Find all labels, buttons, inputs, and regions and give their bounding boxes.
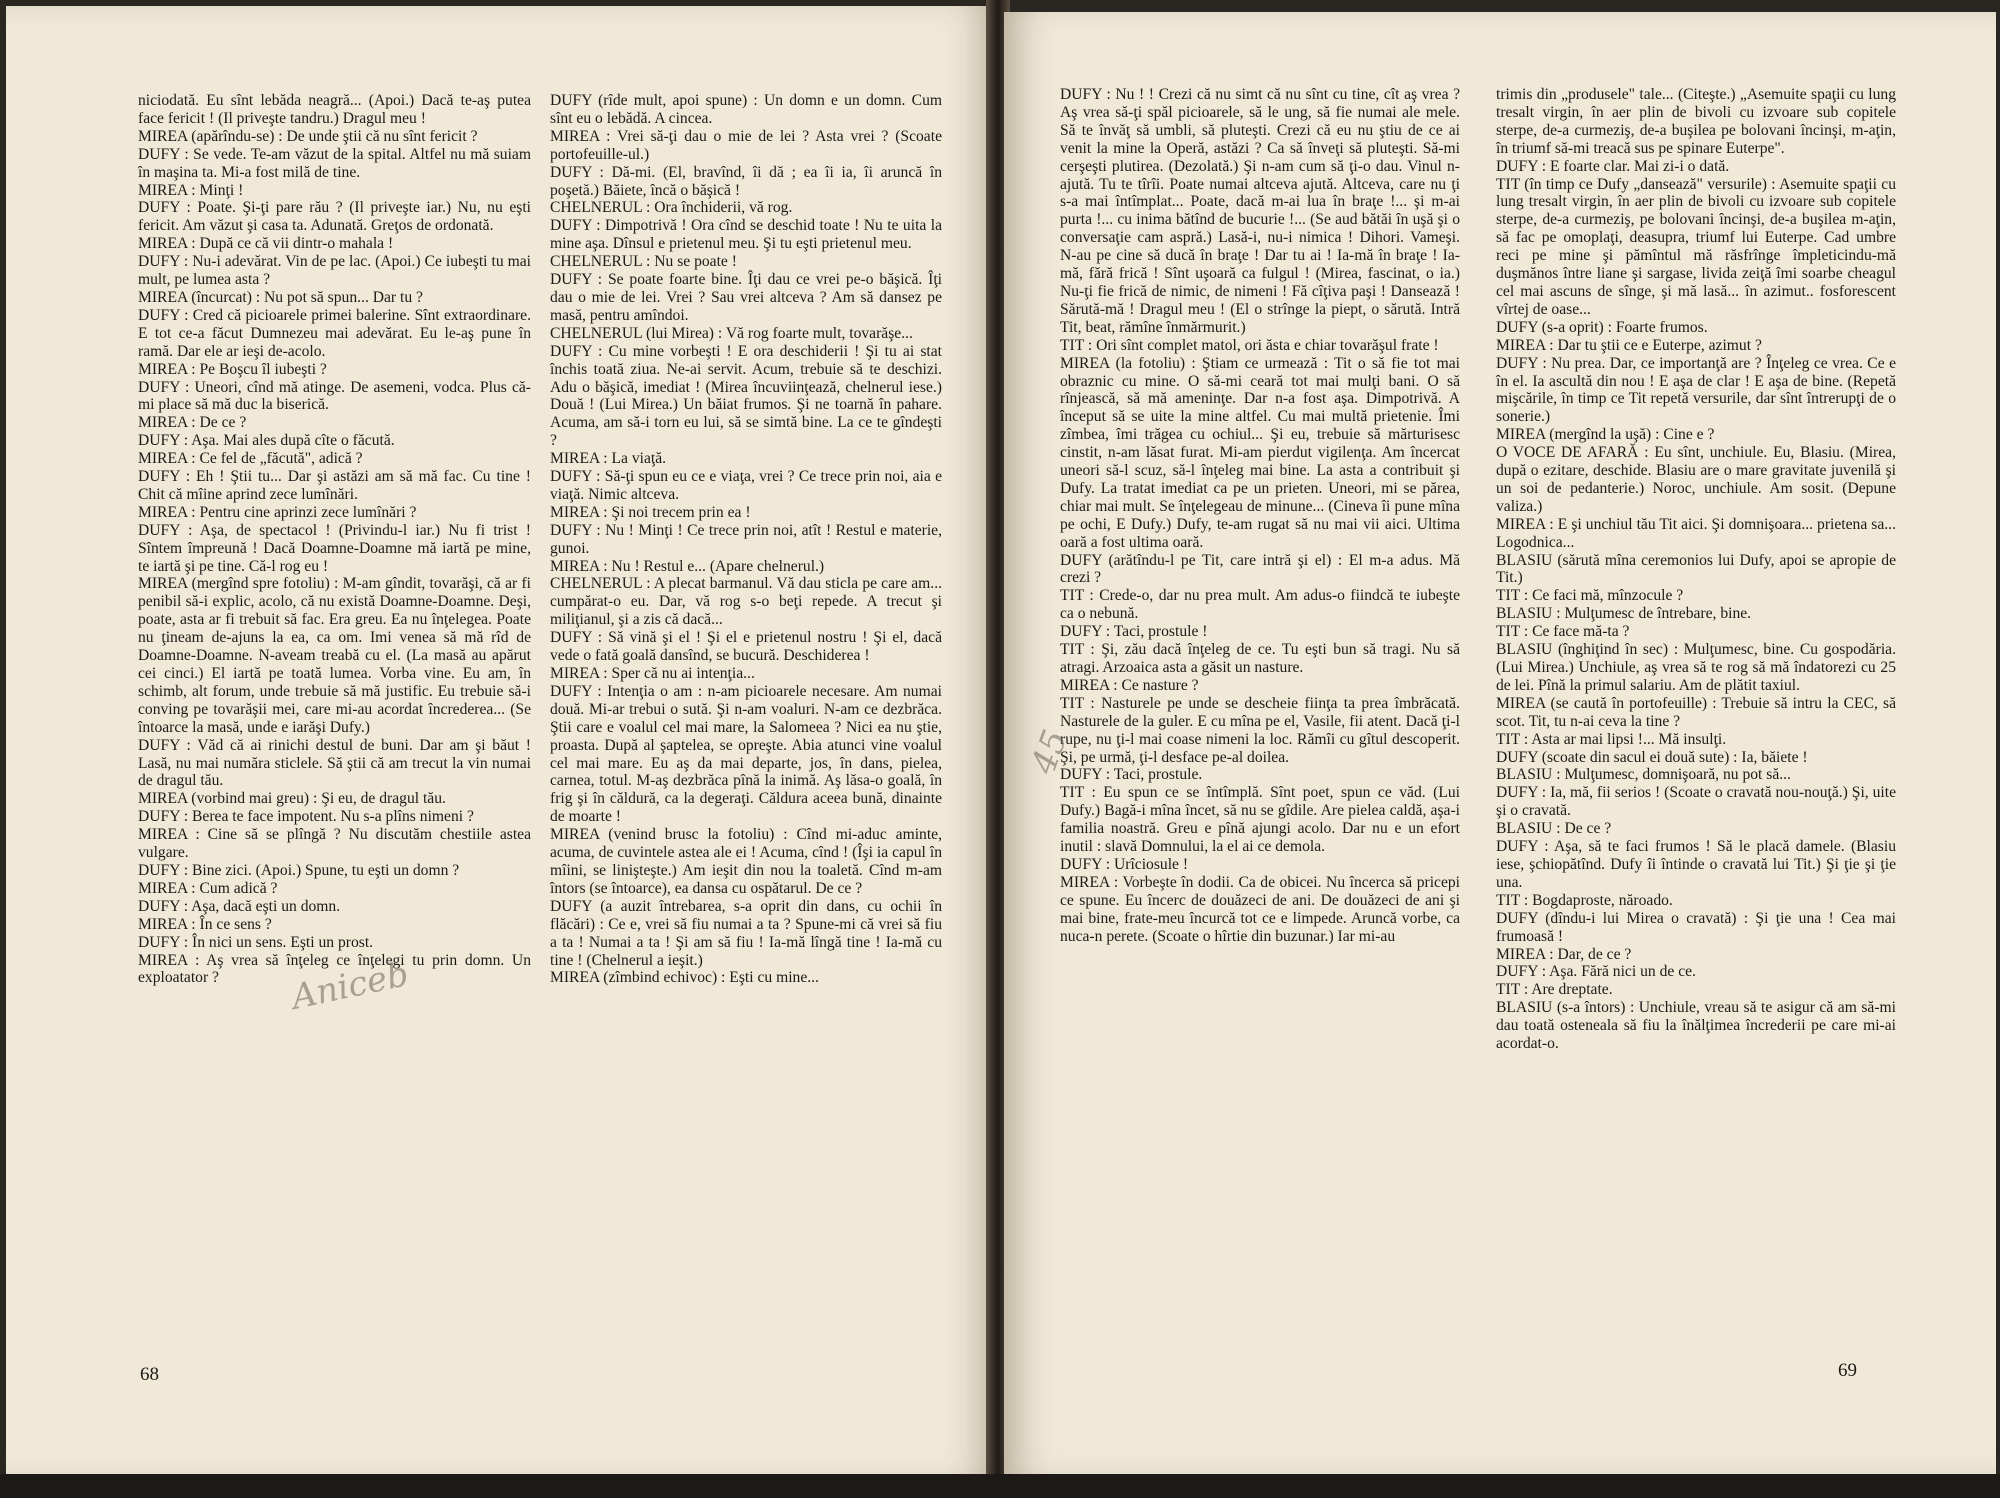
dialogue-paragraph: DUFY : Cred că picioarele primei balerine. Sînt extraordinare. E tot ce-a făcut Dumnezeu mai adevărat. Eu le-aş pune în ramă. Dar ele ar ieşi de-acolo. xyxy=(138,306,531,360)
dialogue-paragraph: DUFY (scoate din sacul ei două sute) : Ia, băiete ! xyxy=(1496,748,1808,766)
dialogue-paragraph: MIREA : Sper că nu ai intenţia... xyxy=(550,665,755,682)
dialogue-paragraph: MIREA (se caută în portofeuille) : Trebuie să intru la CEC, să scot. Tit, tu n-ai ceva la tine ? xyxy=(1496,694,1896,730)
dialogue-paragraph: TIT : Ce face mă-ta ? xyxy=(1496,623,1630,641)
dialogue-paragraph: DUFY : Urîciosule ! xyxy=(1060,855,1189,873)
dialogue-paragraph: MIREA : În ce sens ? xyxy=(138,915,272,933)
dialogue-paragraph: CHELNERUL : A plecat barmanul. Vă dau sticla pe care am... cumpărat-o eu. Dar, vă rog s-o beţi repede. A trecut şi miliţianul, şi a zis că dacă... xyxy=(550,575,942,629)
dialogue-paragraph: TIT : Nasturele pe unde se descheie fiinţa ta prea îmbrăcată. Nasturele de la guler. E cu mîna pe el, Vasile, fii atent. Dacă ţi-l rupe, nu ţi-l mai coase nimeni la loc. Rămîi cu gîtul descoperit. Şi, pe urmă, ţi-l desface pe-al doilea. xyxy=(1060,694,1460,766)
dialogue-paragraph: DUFY : Aşa. Fără nici un de ce. xyxy=(1496,963,1696,981)
dialogue-paragraph: MIREA : Ce fel de „făcută", adică ? xyxy=(138,450,363,468)
dialogue-paragraph: DUFY : Eh ! Ştii tu... Dar şi astăzi am să mă fac. Cu tine ! Chit că mîine aprind zece lumînări. xyxy=(138,468,531,503)
dialogue-paragraph: MIREA : Dar, de ce ? xyxy=(1496,945,1632,963)
dialogue-paragraph: CHELNERUL : Nu se poate ! xyxy=(550,253,737,271)
dialogue-paragraph: MIREA : Nu ! Restul e... (Apare chelnerul.) xyxy=(550,557,825,575)
dialogue-paragraph: TIT (în timp ce Dufy „dansează" versurile) : Asemuite spaţii cu lung tresalt virgin, în aer plin de bivoli cu izvoare sub copitele sterpe, de-a curmeziş, pe bolovani încinşi, de-a buşilea m-aţin, să fac pe omoplaţi, deasupra, triumf lui Euterpe. Cad umbre reci pe mine şi pămîntul mă răsfrînge împleticindu-mă duşmănos între liane şi sargase, livida zeiţă îmi soarbe cheagul cel mai ascuns de sînge, şi mă lasă... în azimut.. fosforescent vîrtej de oase... xyxy=(1496,175,1896,318)
dialogue-paragraph: MIREA : Cine să se plîngă ? Nu discutăm chestiile astea vulgare. xyxy=(138,826,531,862)
dialogue-paragraph: DUFY (a auzit întrebarea, s-a oprit din dans, cu ochii în flăcări) : Ce e, vrei să fiu numai a ta ? Spune-mi că vrei să fiu a ta ! Numai a ta ! Şi am să fiu ! Ia-mă lîngă tine ! Ia-mă cu tine ! (Chelnerul a ieşit.) xyxy=(550,897,942,969)
dialogue-paragraph: trimis din „produsele" tale... (Citeşte.) „Asemuite spaţii cu lung tresalt virgin, în aer plin de bivoli cu izvoare sub copitele sterpe, de-a curmeziş, de-a buşilea pe bolovani încinşi, m-aţin, în triumf să-mi treacă sus pe spinare Euterpe". xyxy=(1496,86,1896,157)
dialogue-paragraph: TIT : Ori sînt complet matol, ori ăsta e chiar tovarăşul frate ! xyxy=(1060,336,1439,354)
dialogue-paragraph: DUFY : Berea te face impotent. Nu s-a plîns nimeni ? xyxy=(138,808,474,826)
dialogue-paragraph: TIT : Şi, zău dacă înţeleg de ce. Tu eşti bun să tragi. Nu să atragi. Arzoaica asta a găsit un nasture. xyxy=(1060,641,1460,676)
dialogue-paragraph: DUFY : Nu ! Minţi ! Ce trece prin noi, atît ! Restul e materie, gunoi. xyxy=(550,521,942,557)
dialogue-paragraph: TIT : Are dreptate. xyxy=(1496,981,1613,999)
dialogue-paragraph: MIREA : Vorbeşte în dodii. Ca de obicei. Nu încerca să pricepi ce spune. Eu încerc de douăzeci de ani. De douăzeci de ani şi mai bine, frate-meu încurcă tot ce e limpede. Aruncă vorbe, ca nuca-n perete. (Scoate o hîrtie din buzunar.) Iar mi-au xyxy=(1060,873,1460,945)
dialogue-paragraph: MIREA (venind brusc la fotoliu) : Cînd mi-aduc aminte, acuma, de cuvintele astea ale ei ! Acuma, cînd ! (Îşi ia capul în mîini, se linişteşte.) Am ieşit din nou la toaletă. Cînd m-am întors (se întoarce), ea dansa cu ospătarul. De ce ? xyxy=(550,826,942,897)
dialogue-paragraph: CHELNERUL (lui Mirea) : Vă rog foarte mult, tovarăşe... xyxy=(550,324,913,342)
dialogue-paragraph: DUFY : Taci, prostule. xyxy=(1060,766,1203,784)
dialogue-paragraph: DUFY : E foarte clar. Mai zi-i o dată. xyxy=(1496,157,1730,175)
dialogue-paragraph: DUFY : Dimpotrivă ! Ora cînd se deschid toate ! Nu te uita la mine aşa. Dînsul e prietenul meu. Şi tu eşti prietenul meu. xyxy=(550,217,942,253)
dialogue-paragraph: DUFY : Cu mine vorbeşti ! E ora deschiderii ! Şi tu ai stat închis toată ziua. Ne-ai servit. Acum, trebuie să te deschizi. Adu o băşică, imediat ! (Mirea încuviinţează, chelnerul iese.) Două ! (Lui Mirea.) Un băiat frumos. Şi ne toarnă în pahare. Acuma, am să-i torn eu lui, să se simtă bine. La ce te gîndeşti ? xyxy=(550,342,942,450)
dialogue-paragraph: DUFY : Bine zici. (Apoi.) Spune, tu eşti un domn ? xyxy=(138,861,460,879)
dialogue-paragraph: DUFY : Se vede. Te-am văzut de la spital. Altfel nu mă suiam în maşina ta. Mi-a fost milă de tine. xyxy=(138,145,531,181)
dialogue-paragraph: DUFY : În nici un sens. Eşti un prost. xyxy=(138,933,374,951)
dialogue-paragraph: DUFY : Nu-i adevărat. Vin de pe lac. (Apoi.) Ce iubeşti tu mai mult, pe lumea asta ? xyxy=(138,253,531,289)
right-page-column-1 xyxy=(1060,86,1460,946)
dialogue-paragraph: DUFY : Se poate foarte bine. Îţi dau ce vrei pe-o băşică. Îţi dau o mie de lei. Vrei ? Sau vrei altceva ? Am să dansez pe masă, pentru amîndoi. xyxy=(550,271,942,324)
dialogue-paragraph: MIREA : Vrei să-ţi dau o mie de lei ? Asta vrei ? (Scoate portofeuille-ul.) xyxy=(550,127,942,163)
dialogue-paragraph: TIT : Asta ar mai lipsi !... Mă insulţi. xyxy=(1496,730,1727,748)
dialogue-paragraph: TIT : Crede-o, dar nu prea mult. Am adus-o fiindcă te iubeşte ca o nebună. xyxy=(1060,587,1460,623)
dialogue-paragraph: DUFY : Aşa, să te faci frumos ! Să le placă damele. (Blasiu iese, şchiopătînd. Dufy îi întinde o cravată lui Tit.) Şi ţie şi ţie una. xyxy=(1496,838,1896,891)
dialogue-paragraph: DUFY : Taci, prostule ! xyxy=(1060,623,1208,641)
dialogue-paragraph: MIREA (încurcat) : Nu pot să spun... Dar tu ? xyxy=(138,288,423,306)
dialogue-paragraph: MIREA : Minţi ! xyxy=(138,181,244,199)
left-page-column-1 xyxy=(138,92,531,987)
dialogue-paragraph: CHELNERUL : Ora închiderii, vă rog. xyxy=(550,199,793,217)
dialogue-paragraph: DUFY : Poate. Şi-ţi pare rău ? (Il priveşte iar.) Nu, nu eşti fericit. Am văzut şi casa ta. Adunată. Greţos de ordonată. xyxy=(138,199,531,235)
dialogue-paragraph: DUFY : Nu prea. Dar, ce importanţă are ? Înţeleg ce vrea. Ce e în el. Ia ascultă din nou ! E aşa de clar ! E aşa de bine. (Repetă mişcările, în timp ce Tit repetă versurile, dar sînt întrerupţi de o sonerie.) xyxy=(1496,354,1896,426)
dialogue-paragraph: MIREA : După ce că vii dintr-o mahala ! xyxy=(138,235,394,253)
dialogue-paragraph: MIREA (mergînd la uşă) : Cine e ? xyxy=(1496,426,1715,444)
dialogue-paragraph: MIREA : Aş vrea să înţeleg ce înţelegi tu prin domn. Un exploatator ? xyxy=(138,951,531,987)
dialogue-paragraph: MIREA : E şi unchiul tău Tit aici. Şi domnişoara... prietena sa... Logodnica... xyxy=(1496,515,1896,551)
dialogue-paragraph: DUFY (s-a oprit) : Foarte frumos. xyxy=(1496,318,1708,336)
dialogue-paragraph: BLASIU : Mulţumesc, domnişoară, nu pot să... xyxy=(1496,766,1791,784)
dialogue-paragraph: DUFY (rîde mult, apoi spune) : Un domn e un domn. Cum sînt eu o lebădă. A cincea. xyxy=(550,92,942,127)
dialogue-paragraph: MIREA (la fotoliu) : Ştiam ce urmează : Tit o să fie tot mai obraznic cu mine. O să-mi ceară tot mai mulţi bani. O să rînjească, să mă ameninţe. Dar n-a fost aşa. Dimpotrivă. A început să se uite la mine altfel. Cu mai multă prietenie. Îmi zîmbea, îmi trăgea cu ochiul... Şi eu, trebuie să mărturisesc cinstit, n-am lăsat furat. Mi-am pierdut vigilenţa. Am încercat uneori să-l scuz, să-l înţeleg mai bine. La asta a contribuit şi Dufy. La tratat imediat ca pe un prieten. Uneori, mi se părea, chiar mai mult. Se înţelegeau de minune... (Cineva îi pune mîna pe ochi, E Dufy.) Dufy, te-am rugat să nu mai vii aici. Ultima oară a fost ultima oară. xyxy=(1060,354,1460,551)
dialogue-paragraph: MIREA (mergînd spre fotoliu) : M-am gîndit, tovarăşi, că ar fi penibil să-i explic, acolo, că nu există Doamne-Doamne. Deşi, poate, asta ar fi trebuit să fac. Era greu. Ea nu înţelegea. Poate nu ţineam de-ajuns la ea, ca om. Imi venea să mă rîd de Doamne-Doamne. N-aveam treabă cu el. (La masă au apărut cei cinci.) El iartă pe toată lumea. Vorba vine. Eu am, în schimb, alt forum, unde trebuie să mă justific. Eu trebuie să-i conving pe tovarăşii mei, care mi-au acordat încrederea... (Se întoarce la masă, unde e iarăşi Dufy.) xyxy=(138,575,531,736)
dialogue-paragraph: BLASIU (înghiţind în sec) : Mulţumesc, bine. Cu gospodăria. (Lui Mirea.) Unchiule, aş vrea să te rog să mă îndatorezi cu 25 de lei. Pînă la primul salariu. Am de plătit taxiul. xyxy=(1496,641,1896,694)
dialogue-paragraph: MIREA (vorbind mai greu) : Şi eu, de dragul tău. xyxy=(138,790,446,808)
dialogue-paragraph: MIREA : Dar tu ştii ce e Euterpe, azimut ? xyxy=(1496,336,1762,354)
dialogue-paragraph: DUFY : Aşa, dacă eşti un domn. xyxy=(138,897,341,915)
dialogue-paragraph: TIT : Bogdaproste, năroado. xyxy=(1496,891,1673,909)
dialogue-paragraph: DUFY : Intenţia o am : n-am picioarele necesare. Am numai două. Mi-ar trebui o sută. Şi n-am voaluri. N-am ce dezbrăca. Ştii care e voalul cel mai mare, la Salomeea ? Nici ea nu ştie, proasta. După al şaptelea, se opreşte. Abia atunci vine voalul cel mai mare. Eu aş da mai departe, jos, în dans, pielea, carnea, totul. M-aş dezbrăca pînă la inimă. Aş lăsa-o goală, în frig şi în căldură, ca la degeraţi. Căldura aceea bună, dinainte de moarte ! xyxy=(550,682,942,826)
dialogue-paragraph: MIREA : Pe Boşcu îl iubeşti ? xyxy=(138,360,327,378)
page-number-left: 68 xyxy=(140,1364,159,1385)
dialogue-paragraph: DUFY : Ia, mă, fii serios ! (Scoate o cravată nou-nouţă.) Şi, uite şi o cravată. xyxy=(1496,784,1896,820)
dialogue-paragraph: DUFY : Nu ! ! Crezi că nu simt că nu sînt cu tine, cît aş vrea ? Aş vrea să-ţi spăl picioarele, să le ung, să fie numai ale mele. Să te învăţ să umbli, să pluteşti. Crezi că eu nu ştiu de ce ai venit la mine la Operă, astăzi ? Ca să înveţi să pluteşti. Să-mi cerşeşti plutirea. (Dezolată.) Şi n-am cum să ţi-o dau. Vinul n-ajută. Tu te tîrîi. Poate numai altceva ajută. Altceva, care nu ţi s-a mai întîmplat... Poate, dacă m-ai lua în braţe !... şi m-ai purta !... cu inima bătînd de bucurie !... (Se aud bătăi în uşă şi o conversaţie cam aspră.) Lasă-i, nu-i nimica ! Dihori. Vameşi. N-au pe cine să ducă în braţe ! Dar tu ai ! Ia-mă în braţe ! Ia-mă, fără frică ! Sînt uşoară ca fulgul ! (Mirea, fascinat, o ia.) Nu-ţi fie frică de nimic, de nimeni ! Fă cîţiva paşi ! Dansează ! Sărută-mă ! Dragul meu ! (El o strînge la piept, o sărută. Intră Tit, beat, rămîne înmărmurit.) xyxy=(1060,86,1460,336)
left-page-column-2 xyxy=(550,92,942,987)
dialogue-paragraph: BLASIU : Mulţumesc de întrebare, bine. xyxy=(1496,605,1752,623)
dialogue-paragraph: MIREA (apărîndu-se) : De unde ştii că nu sînt fericit ? xyxy=(138,127,478,145)
dialogue-paragraph: BLASIU : De ce ? xyxy=(1496,820,1612,838)
dialogue-paragraph: DUFY : Aşa, de spectacol ! (Privindu-l iar.) Nu fi trist ! Sîntem împreună ! Dacă Doamne-Doamne mă iartă pe mine, te iartă şi pe tine. Că-l rog eu ! xyxy=(138,521,531,575)
page-number-right: 69 xyxy=(1838,1360,1857,1381)
dialogue-paragraph: MIREA : De ce ? xyxy=(138,414,247,432)
dialogue-paragraph: BLASIU (sărută mîna ceremonios lui Dufy, apoi se apropie de Tit.) xyxy=(1496,551,1896,587)
dialogue-paragraph: DUFY : Aşa. Mai ales după cîte o făcută. xyxy=(138,432,395,450)
right-page xyxy=(1004,12,1996,1474)
left-page xyxy=(6,6,994,1476)
handwritten-page-mark: 45 xyxy=(1023,724,1076,780)
dialogue-paragraph: MIREA : Şi noi trecem prin ea ! xyxy=(550,503,751,521)
dialogue-paragraph: DUFY : Văd că ai rinichi destul de buni. Dar am şi băut ! Lasă, nu mai număra sticlele. Să ştii că am trecut la vin numai de dragul tău. xyxy=(138,736,531,790)
handwritten-note: Aniceb xyxy=(288,954,413,1018)
dialogue-paragraph: DUFY (dîndu-i lui Mirea o cravată) : Şi ţie una ! Cea mai frumoasă ! xyxy=(1496,909,1896,945)
dialogue-paragraph: DUFY : Să vină şi el ! Şi el e prietenul nostru ! Şi el, dacă vede o fată goală dansînd, se bucură. Deschiderea ! xyxy=(550,629,942,665)
table-surface xyxy=(0,1474,2000,1498)
dialogue-paragraph: MIREA : Ce nasture ? xyxy=(1060,676,1199,694)
dialogue-paragraph: DUFY : Dă-mi. (El, bravînd, îi dă ; ea îi ia, îi aruncă în poşetă.) Băiete, încă o băşică ! xyxy=(550,163,942,199)
dialogue-paragraph: MIREA : La viaţă. xyxy=(550,450,667,468)
right-page-column-2 xyxy=(1496,86,1896,1053)
dialogue-paragraph: MIREA (zîmbind echivoc) : Eşti cu mine... xyxy=(550,969,819,987)
dialogue-paragraph: DUFY : Uneori, cînd mă atinge. De asemeni, vodca. Plus că-mi place să mă duc la biserică. xyxy=(138,378,531,414)
dialogue-paragraph: niciodată. Eu sînt lebăda neagră... (Apoi.) Dacă te-aş putea face fericit ! (Il priveşte tandru.) Dragul meu ! xyxy=(138,92,531,127)
dialogue-paragraph: DUFY : Să-ţi spun eu ce e viaţa, vrei ? Ce trece prin noi, aia e viaţă. Nimic altceva. xyxy=(550,468,942,503)
dialogue-paragraph: O VOCE DE AFARĂ : Eu sînt, unchiule. Eu, Blasiu. (Mirea, după o ezitare, deschide. Blasiu are o mare gravitate juvenilă şi un soi de pedanterie.) Noroc, unchiule. Am sosit. (Depune valiza.) xyxy=(1496,444,1896,515)
dialogue-paragraph: MIREA : Cum adică ? xyxy=(138,879,278,897)
dialogue-paragraph: BLASIU (s-a întors) : Unchiule, vreau să te asigur că am să-mi dau toată osteneala să fiu la înălţimea încrederii pe care mi-ai acordat-o. xyxy=(1496,999,1896,1053)
dialogue-paragraph: TIT : Ce faci mă, mînzocule ? xyxy=(1496,587,1684,605)
dialogue-paragraph: DUFY (arătîndu-l pe Tit, care intră şi el) : El m-a adus. Mă crezi ? xyxy=(1060,551,1460,587)
dialogue-paragraph: TIT : Eu spun ce se întîmplă. Sînt poet, spun ce văd. (Lui Dufy.) Bagă-i mîna încet, să nu se gîdile. Are pielea caldă, aşa-i familia noastră. Greu e pînă ajungi acolo. Dar nu e un efort inutil : slavă Domnului, la el ai ce demola. xyxy=(1060,784,1460,856)
dialogue-paragraph: MIREA : Pentru cine aprinzi zece lumînări ? xyxy=(138,503,417,521)
